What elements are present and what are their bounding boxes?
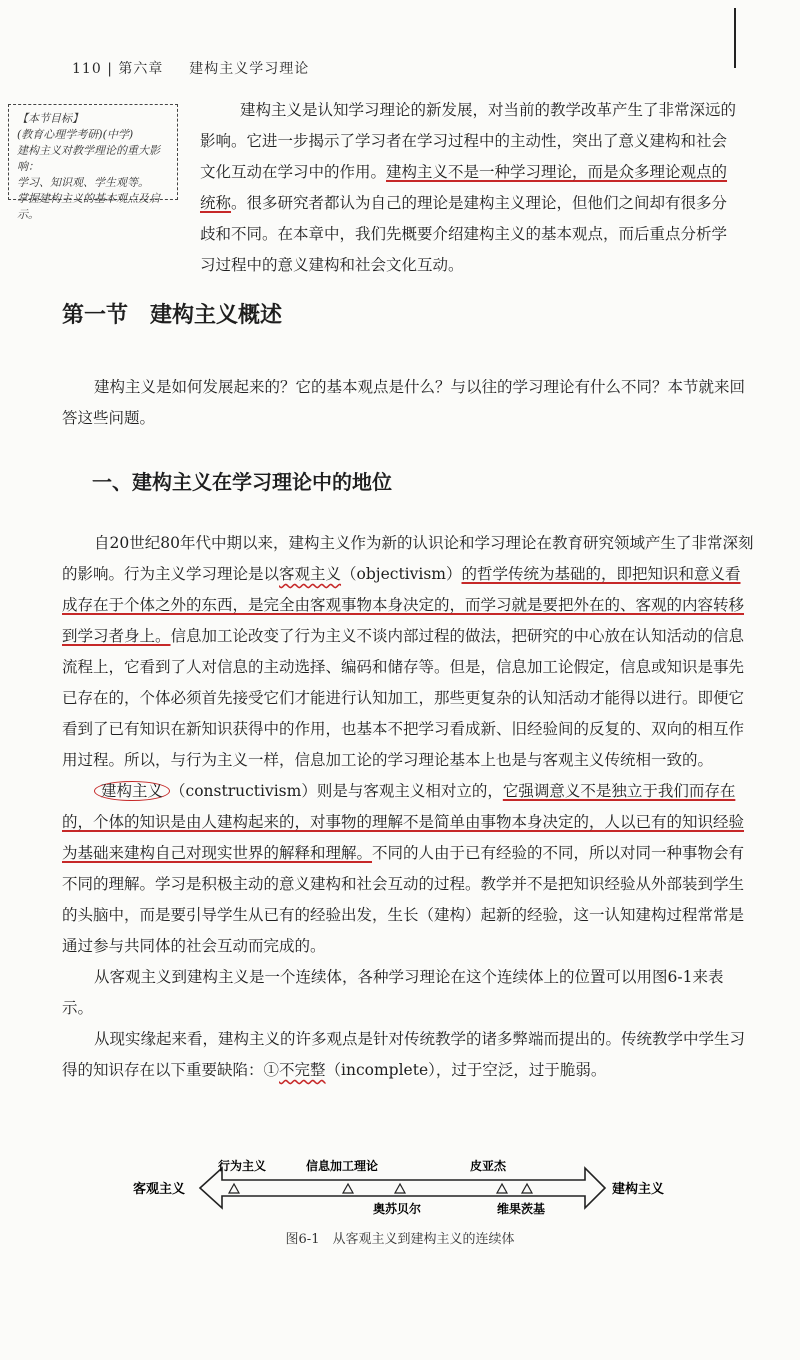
svg-text:信息加工理论: 信息加工理论	[305, 1159, 379, 1173]
binding-line	[734, 8, 736, 68]
running-header: 110 | 第六章 建构主义学习理论	[72, 61, 310, 77]
marker-behaviorism	[218, 1158, 266, 1193]
paragraph-3: 从客观主义到建构主义是一个连续体，各种学习理论在这个连续体上的位置可以用图6-1来表示。	[62, 968, 724, 1017]
paragraph-4: 从现实缘起来看，建构主义的许多观点是针对传统教学的诸多弊端而提出的。传统教学中学生习得的知识存在以下重要缺陷：①不完整（incomplete），过于空泛，过于脆弱。	[62, 1030, 746, 1079]
section-title: 第一节 建构主义概述	[62, 303, 283, 328]
paragraph-1: 自20世纪80年代中期以来，建构主义作为新的认识论和学习理论在教育研究领域产生了非常深刻的影响。行为主义学习理论是以客观主义（objectivism）的哲学传统为基础的，即把知识和意义看成存在于个体之外的东西，是完全由客观事物本身决定的，而学习就是要把外在的、客观的内容转移到学习者身上。信息加工论改变了行为主义不谈内部过程的做法，把研究的中心放在认知活动的信息流程上，它看到了人对信息的主动选择、编码和储存等。但是，信息加工论假定，信息或知识是事先已存在的，个体必须首先接受它们才能进行认知加工，那些更复杂的认知活动才能得以进行。即便它看到了已有知识在新知识获得中的作用，也基本不把学习看成新、旧经验间的反复的、双向的相互作用过程。所以，与行为主义一样，信息加工论的学习理论基本上也是与客观主义传统相一致的。	[62, 534, 754, 769]
svg-text:行为主义: 行为主义	[217, 1159, 267, 1173]
left-label: 客观主义	[132, 1182, 185, 1197]
intro-underline: 建构主义不是一种学习理论，而是众多理论观点的统称	[200, 163, 728, 212]
circled-term: 建构主义	[94, 781, 170, 801]
body-text	[62, 528, 754, 1086]
marker-ausubel	[373, 1184, 421, 1216]
svg-text:皮亚杰: 皮亚杰	[469, 1159, 507, 1173]
intro-paragraph: 建构主义是认知学习理论的新发展，对当前的教学改革产生了非常深远的影响。它进一步揭示了学习者在学习过程中的主动性，突出了意义建构和社会文化互动在学习中的作用。建构主义不是一种学习理论，而是众多理论观点的统称。很多研究者都认为自己的理论是建构主义理论，但他们之间却有很多分歧和不同。在本章中，我们先概要介绍建构主义的基本观点，而后重点分析学习过程中的意义建构和社会文化互动。	[200, 101, 737, 274]
margin-note-line: 建构主义对教学理论的重大影响：	[17, 144, 160, 173]
margin-note-box	[8, 104, 178, 221]
section-intro: 建构主义是如何发展起来的？它的基本观点是什么？与以往的学习理论有什么不同？本节就来回答这些问题。	[62, 378, 746, 427]
page-number: 110	[72, 61, 102, 77]
right-label: 建构主义	[612, 1182, 665, 1197]
chapter-number: 第六章	[118, 61, 164, 77]
svg-text:奥苏贝尔: 奥苏贝尔	[372, 1202, 422, 1216]
margin-note-line: 【本节目标】	[17, 112, 83, 125]
marker-piaget	[470, 1158, 507, 1193]
paragraph-2: 建构主义 （constructivism）则是与客观主义相对立的，它强调意义不是独立于我们而存在的，个体的知识是由人建构起来的，对事物的理解不是简单由事物本身决定的，人以已有的知识经验为基础来建构自己对现实世界的解释和理解。不同的人由于已有经验的不同，所以对同一种事物会有不同的理解。学习是积极主动的意义建构和社会互动的过程。教学并不是把知识经验从外部装到学生的头脑中，而是要引导学生从已有的经验出发，生长（建构）起新的经验，这一认知建构过程常常是通过参与共同体的社会互动而完成的。	[62, 782, 745, 955]
continuum-figure	[0, 1150, 800, 1225]
subsection-title: 一、建构主义在学习理论中的地位	[92, 470, 392, 494]
margin-note-line: (教育心理学考研)(中学)	[17, 128, 134, 141]
underline-mark: 它强调意义不是独立于我们而存在的，个体的知识是由人建构起来的，对事物的理解不是简单由事物本身决定的，人以已有的知识经验为基础来建构自己对现实世界的解释和理解。	[62, 782, 745, 862]
chapter-title: 建构主义学习理论	[189, 61, 310, 77]
margin-note-line: 掌握建构主义的基本观点及启示。	[17, 192, 160, 221]
margin-note-line: 学习、知识观、学生观等。	[17, 176, 149, 189]
figure-caption: 图6-1 从客观主义到建构主义的连续体	[285, 1232, 515, 1247]
svg-text:维果茨基: 维果茨基	[496, 1202, 546, 1216]
marker-information-processing	[306, 1158, 378, 1193]
underline-mark: 的哲学传统为基础的，即把知识和意义看成存在于个体之外的东西，是完全由客观事物本身决定的，而学习就是要把外在的、客观的内容转移到学习者身上。	[62, 565, 745, 645]
